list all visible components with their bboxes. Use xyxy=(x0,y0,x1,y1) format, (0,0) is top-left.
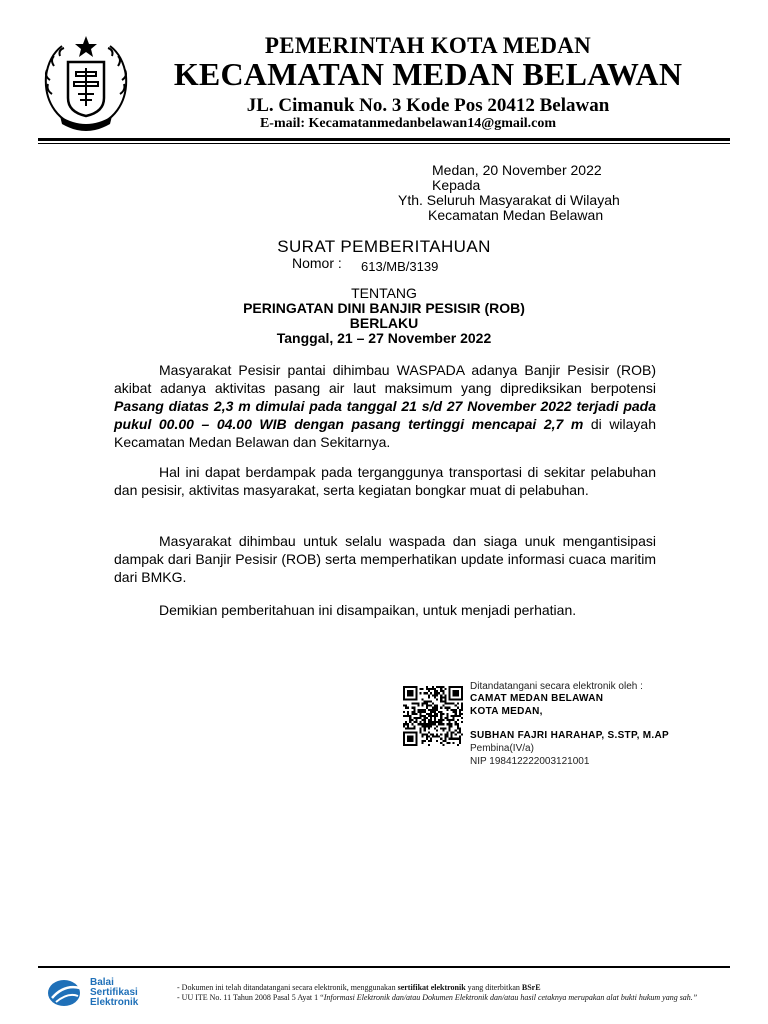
letter-title: SURAT PEMBERITAHUAN xyxy=(277,237,491,256)
subject-line1: PERINGATAN DINI BANJIR PESISIR (ROB) xyxy=(243,300,525,316)
kepada-label: Kepada xyxy=(432,177,481,193)
letter-date: 20 November 2022 xyxy=(482,162,602,178)
subject-line2: BERLAKU xyxy=(349,315,419,331)
letterhead-rule-thick xyxy=(38,138,730,141)
signer-position-2: KOTA MEDAN, xyxy=(470,706,543,717)
letterhead-rule-thin xyxy=(38,143,730,144)
bsre-logo-icon xyxy=(46,978,86,1008)
recipient-line1: Yth. Seluruh Masyarakat di Wilayah xyxy=(398,192,620,208)
body-paragraph-3: Masyarakat dihimbau untuk selalu waspada dan siaga unuk mengantisipasi dampak dari Banjir Pesisir (ROB) serta memperhatikan update informasi cuaca maritim dari BMKG. xyxy=(114,533,656,585)
signer-name: SUBHAN FAJRI HARAHAP, S.STP, M.AP xyxy=(470,730,670,741)
footnote-2-text: - UU ITE No. 11 Tahun 2008 Pasal 5 Ayat 1 “ xyxy=(177,993,324,1002)
letterhead-government: PEMERINTAH KOTA MEDAN xyxy=(264,33,592,58)
footnote-2 xyxy=(177,993,732,1002)
tentang-label: TENTANG xyxy=(351,285,417,301)
footer-rule xyxy=(38,966,730,968)
bsre-line1: Balai xyxy=(90,977,114,988)
body-paragraph-4: Demikian pemberitahuan ini disampaikan, untuk menjadi perhatian. xyxy=(159,602,577,618)
p1-text-a: Masyarakat Pesisir pantai dihimbau WASPADA adanya Banjir Pesisir (ROB) akibat adanya aktivitas pasang air laut maksimum yang diprediksikan berpotensi xyxy=(114,362,656,396)
subject-line3: Tanggal, 21 – 27 November 2022 xyxy=(276,330,492,346)
footnote-1-cert: sertifikat elektronik xyxy=(397,983,466,992)
letterhead-address: JL. Cimanuk No. 3 Kode Pos 20412 Belawan xyxy=(246,95,610,116)
signer-position-1: CAMAT MEDAN BELAWAN xyxy=(470,693,604,704)
body-paragraph-1 xyxy=(114,361,656,451)
footnote-1 xyxy=(177,983,732,992)
nomor-value: 613/MB/3139 xyxy=(361,259,439,274)
signer-rank: Pembina(IV/a) xyxy=(470,743,534,754)
signer-nip: NIP 198412222003121001 xyxy=(470,756,590,767)
bsre-line3: Elektronik xyxy=(90,997,139,1008)
signed-by-label: Ditandatangani secara elektronik oleh : xyxy=(470,681,643,692)
p1-text-c: di wilayah Kecamatan Medan Belawan dan Sekitarnya. xyxy=(114,416,657,450)
letterhead-email: E-mail: Kecamatanmedanbelawan14@gmail.com xyxy=(259,116,557,131)
bsre-wordmark xyxy=(90,978,138,1008)
recipient-line2: Kecamatan Medan Belawan xyxy=(428,207,604,223)
bsre-line2: Sertifikasi xyxy=(90,987,138,998)
body-paragraph-2: Hal ini dapat berdampak pada terganggunya transportasi di sekitar pelabuhan dan pesisir, aktivitas masyarakat, serta kegiatan bongkar muat di pelabuhan. xyxy=(114,464,656,498)
footnote-1-mid: yang diterbitkan xyxy=(465,983,522,992)
footnote-2-quote: Informasi Elektronik dan/atau Dokumen Elektronik dan/atau hasil cetaknya merupakan alat bukti hukum yang sah.” xyxy=(323,993,698,1002)
nomor-label: Nomor : xyxy=(292,255,342,271)
p1-emphasis: Pasang diatas 2,3 m dimulai pada tanggal 21 s/d 27 November 2022 terjadi pada pukul 00.00 – 04.00 WIB dengan pasang tertinggi mencapai 2,7 m xyxy=(114,398,656,432)
qr-code-icon xyxy=(403,686,463,746)
place-label: Medan, xyxy=(432,162,479,178)
footnote-1-bsre: BSrE xyxy=(521,983,541,992)
footnote-1-text: - Dokumen ini telah ditandatangani secara elektronik, menggunakan xyxy=(177,983,398,992)
place-date xyxy=(432,162,602,178)
letterhead-office: KECAMATAN MEDAN BELAWAN xyxy=(173,56,683,92)
